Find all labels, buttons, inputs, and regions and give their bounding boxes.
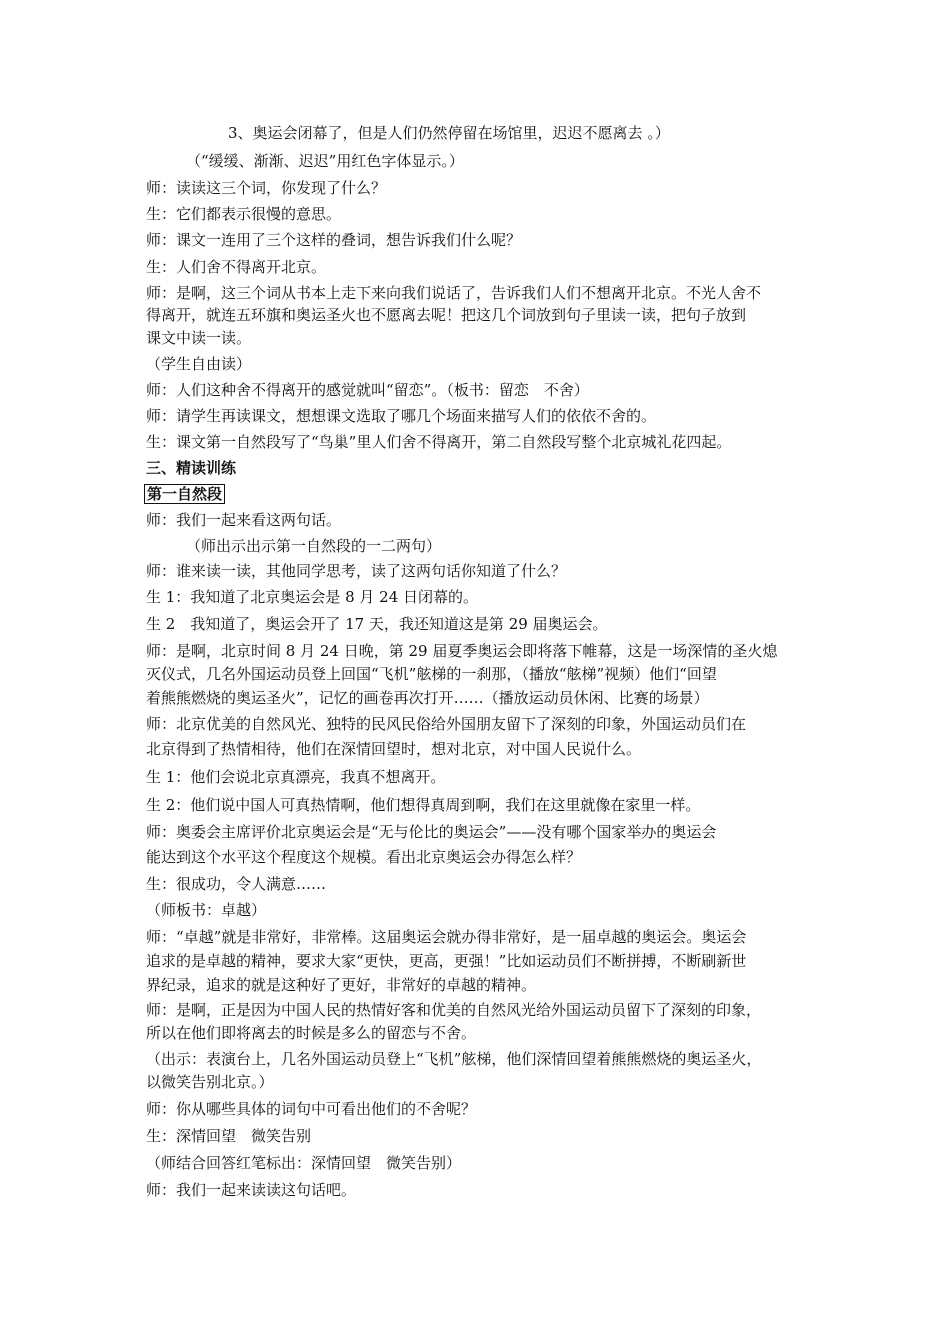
text-line: 师：我们一起来看这两句话。 [146, 511, 342, 529]
text-line: 师：课文一连用了三个这样的叠词，想告诉我们什么呢？ [146, 231, 522, 249]
text-line: 生 2 我知道了，奥运会开了 17 天，我还知道这是第 29 届奥运会。 [146, 615, 608, 633]
text-line: 师：是啊，正是因为中国人民的热情好客和优美的自然风光给外国运动员留下了深刻的印象， [146, 1001, 762, 1019]
text-line: 生 2：他们说中国人可真热情啊，他们想得真周到啊，我们在这里就像在家里一样。 [146, 796, 701, 814]
text-line: 以微笑告别北京。） [146, 1073, 274, 1091]
text-line: （师板书：卓越） [146, 901, 267, 919]
text-line: 追求的是卓越的精神，要求大家“更快，更高，更强！”比如运动员们不断拼搏，不断刷新世 [146, 952, 747, 970]
text-line: 生：课文第一自然段写了“鸟巢”里人们舍不得离开，第二自然段写整个北京城礼花四起。 [146, 433, 732, 451]
text-line: 师：我们一起来读读这句话吧。 [146, 1181, 357, 1199]
text-line: 师：人们这种舍不得离开的感觉就叫“留恋”。（板书：留恋 不舍） [146, 381, 589, 399]
text-line: 课文中读一读。 [146, 329, 252, 347]
boxed-heading-label: 第一自然段 [144, 484, 225, 504]
text-line: 灭仪式，几名外国运动员登上回国“飞机”舷梯的一刹那，（播放“舷梯”视频）他们“回望 [146, 665, 717, 683]
text-line: 3、奥运会闭幕了，但是人们仍然停留在场馆里，迟迟不愿离去 。） [228, 124, 670, 142]
text-line: 生 1：他们会说北京真漂亮，我真不想离开。 [146, 768, 446, 786]
text-line: 师：请学生再读课文，想想课文选取了哪几个场面来描写人们的依依不舍的。 [146, 407, 657, 425]
section-heading: 三、精读训练 [146, 459, 237, 477]
text-line: 着熊熊燃烧的奥运圣火”，记忆的画卷再次打开……（播放运动员休闲、比赛的场景） [146, 689, 709, 707]
text-line: 师：是啊，北京时间 8 月 24 日晚，第 29 届夏季奥运会即将落下帷幕，这是一场深情的圣火熄 [146, 642, 778, 660]
text-line: （师结合回答红笔标出：深情回望 微笑告别） [146, 1154, 462, 1172]
text-line: 师：奥委会主席评价北京奥运会是“无与伦比的奥运会”——没有哪个国家举办的奥运会 [146, 823, 717, 841]
text-line: 得离开，就连五环旗和奥运圣火也不愿离去呢！把这几个词放到句子里读一读，把句子放到 [146, 306, 747, 324]
text-line: 能达到这个水平这个程度这个规模。看出北京奥运会办得怎么样？ [146, 848, 582, 866]
text-line: 生：深情回望 微笑告别 [146, 1127, 312, 1145]
text-line: （“缓缓、渐渐、迟迟”用红色字体显示。） [186, 152, 464, 170]
text-line: 师：是啊，这三个词从书本上走下来向我们说话了，告诉我们人们不想离开北京。不光人舍不 [146, 284, 762, 302]
text-line: 生：人们舍不得离开北京。 [146, 258, 327, 276]
text-line: （师出示出示第一自然段的一二两句） [186, 537, 442, 555]
text-line: 师：读读这三个词，你发现了什么？ [146, 179, 387, 197]
text-line: 生：它们都表示很慢的意思。 [146, 205, 342, 223]
text-line: （出示：表演台上，几名外国运动员登上“飞机”舷梯，他们深情回望着熊熊燃烧的奥运圣火， [146, 1050, 762, 1068]
text-line: 所以在他们即将离去的时候是多么的留恋与不舍。 [146, 1024, 477, 1042]
text-line: 生：很成功，令人满意…… [146, 875, 327, 893]
text-line: 师：你从哪些具体的词句中可看出他们的不舍呢？ [146, 1100, 477, 1118]
text-line: 北京得到了热情相待，他们在深情回望时，想对北京，对中国人民说什么。 [146, 740, 642, 758]
text-line: 师：“卓越”就是非常好，非常棒。这届奥运会就办得非常好，是一届卓越的奥运会。奥运会 [146, 928, 747, 946]
text-line: 生 1：我知道了北京奥运会是 8 月 24 日闭幕的。 [146, 588, 479, 606]
subsection-heading [146, 484, 225, 506]
text-line: （学生自由读） [146, 355, 252, 373]
text-line: 界纪录，追求的就是这种好了更好，非常好的卓越的精神。 [146, 976, 537, 994]
text-line: 师：谁来读一读，其他同学思考，读了这两句话你知道了什么？ [146, 562, 567, 580]
text-line: 师：北京优美的自然风光、独特的民风民俗给外国朋友留下了深刻的印象，外国运动员们在 [146, 715, 747, 733]
